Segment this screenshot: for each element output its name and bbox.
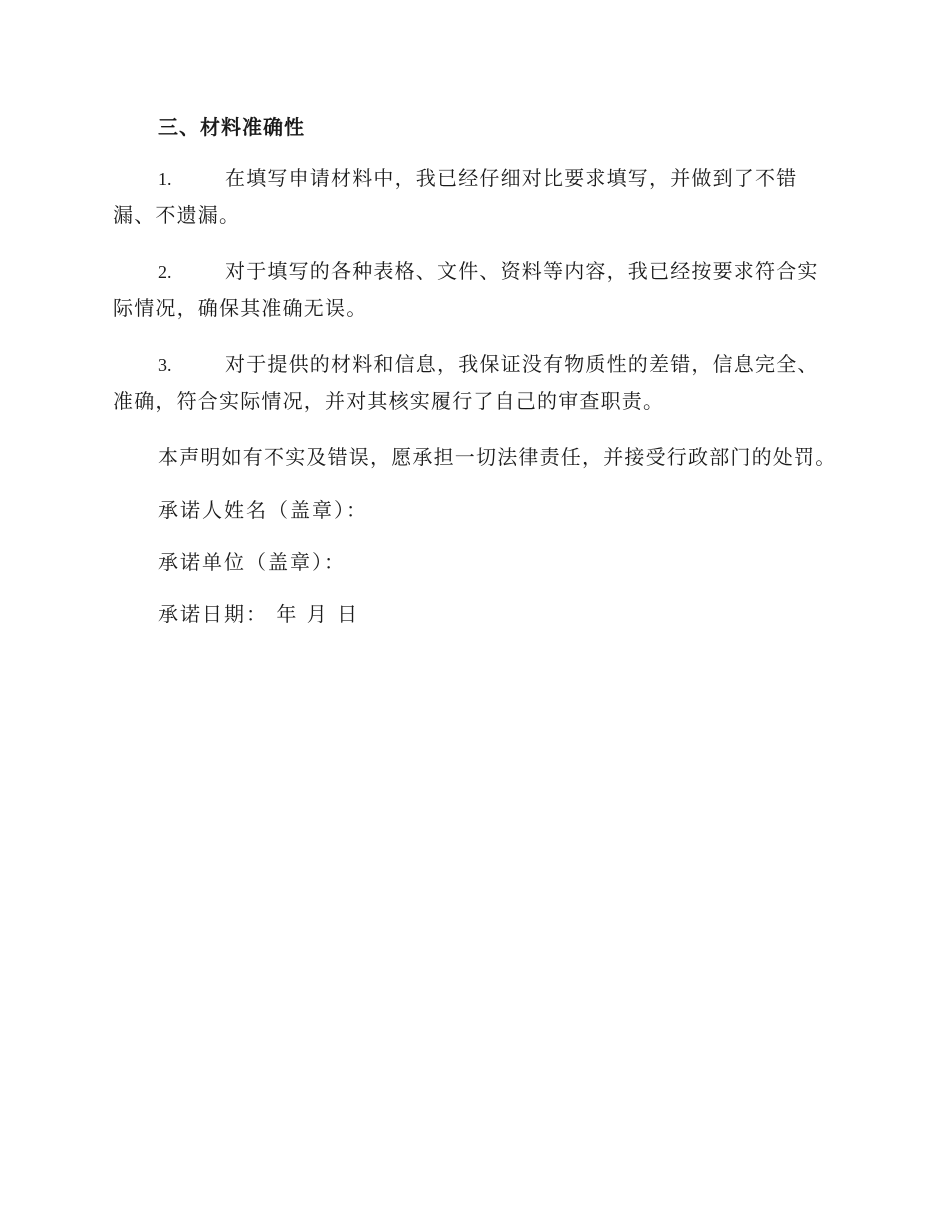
document-body — [113, 112, 837, 651]
list-item-2 — [113, 253, 837, 326]
list-item-number: 3. — [158, 355, 172, 375]
list-item-text: 对于提供的材料和信息，我保证没有物质性的差错，信息完全、准确，符合实际情况，并对其核实履行了自己的审查职责。 — [113, 352, 819, 413]
statement-paragraph: 本声明如有不实及错误，愿承担一切法律责任，并接受行政部门的处罚。 — [158, 445, 837, 469]
list-item-3 — [113, 346, 837, 419]
list-item-text: 在填写申请材料中，我已经仔细对比要求填写，并做到了不错漏、不遗漏。 — [113, 166, 798, 227]
list-item-number: 1. — [158, 169, 172, 189]
signer-name-label: 承诺人姓名（盖章）： — [158, 498, 368, 522]
signer-unit-label: 承诺单位（盖章）： — [158, 550, 346, 574]
sign-date-label: 承诺日期： 年 月 日 — [158, 602, 360, 626]
list-item-1 — [113, 160, 837, 233]
list-item-text: 对于填写的各种表格、文件、资料等内容，我已经按要求符合实际情况，确保其准确无误。 — [113, 259, 819, 320]
section-heading: 三、材料准确性 — [158, 115, 305, 139]
list-item-number: 2. — [158, 262, 172, 282]
